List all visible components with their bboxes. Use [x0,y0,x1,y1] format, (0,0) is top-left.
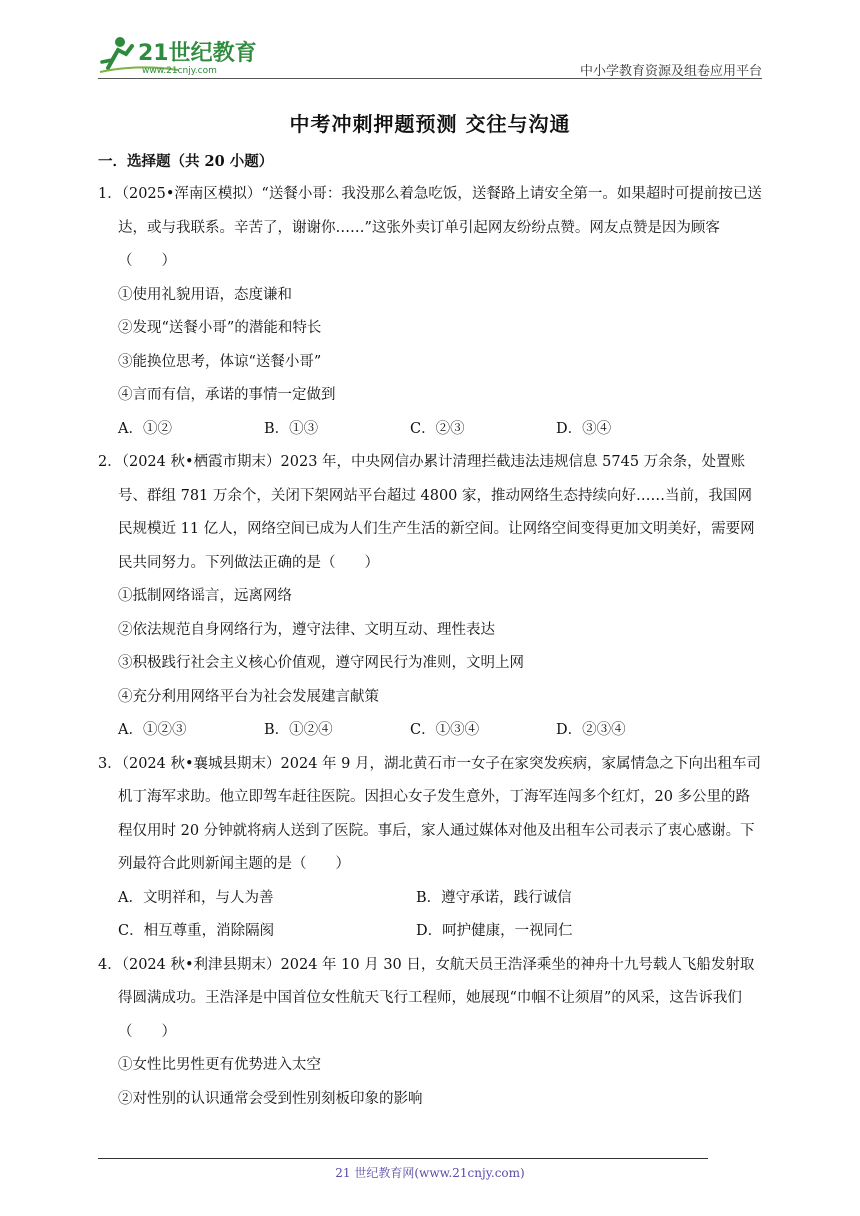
page-title: 中考冲刺押题预测 交往与沟通 [289,112,571,136]
logo-subtext: www.21cnjy.com [142,66,217,76]
choice-d: D．②③④ [556,722,626,738]
question-1 [98,178,762,446]
question-4 [98,949,762,1117]
choice-a: A．①② [118,420,172,437]
header-platform-label: 中小学教育资源及组卷应用平台 [579,64,762,79]
choice-c: C．相互尊重，消除隔阂 [118,923,275,939]
question-2 [98,446,762,748]
question-stem: 2．（2024 秋•栖霞市期末）2023 年，中央网信办累计清理拦截违法违规信息 5745 万余条，处置账号、群组 781 万余个，关闭下架网站平台超过 4800 家，推动网络生态持续向好……当前，我国网民规模近 11 亿人，网络空间已成为人们生产生活的新空间。让网络空间变得更加文明美好，需要网民共同努力。下列做法正确的是（ ） [98,454,755,571]
answer-choices [98,413,762,447]
section-heading: 一．选择题（共 20 小题） [98,153,274,170]
answer-choices [98,714,762,748]
statement-option: ②发现“送餐小哥”的潜能和特长 [118,320,322,336]
question-3 [98,748,762,949]
answer-choices-row-2 [98,915,762,949]
statement-option: ④言而有信，承诺的事情一定做到 [118,387,336,403]
statement-option: ①使用礼貌用语，态度谦和 [118,286,292,303]
header-divider [98,78,762,79]
statement-option: ①女性比男性更有优势进入太空 [118,1057,321,1073]
footer-link[interactable]: 21 世纪教育网(www.21cnjy.com) [335,1166,525,1180]
question-stem: 1．（2025•浑南区模拟）“送餐小哥：我没那么着急吃饭，送餐路上请安全第一。如果超时可提前按已送达，或与我联系。辛苦了，谢谢你……”这张外卖订单引起网友纷纷点赞。网友点赞是因为顾客（ ） [98,186,762,269]
choice-b: B．遵守承诺，践行诚信 [416,889,572,906]
question-list [98,178,762,1116]
logo-text: 21世纪教育 [138,41,257,66]
statement-option: ③积极践行社会主义核心价值观，遵守网民行为准则，文明上网 [118,655,524,671]
logo-icon [98,34,268,76]
choice-b: B．①②④ [264,722,333,738]
choice-b: B．①③ [264,420,319,437]
question-stem: 4．（2024 秋•利津县期末）2024 年 10 月 30 日，女航天员王浩泽乘坐的神舟十九号载人飞船发射取得圆满成功。王浩泽是中国首位女性航天飞行工程师，她展现“巾帼不让须眉”的风采，这告诉我们（ ） [98,956,755,1040]
choice-a: A．文明祥和，与人为善 [118,889,274,906]
statement-option: ③能换位思考，体谅“送餐小哥” [118,353,322,370]
choice-a: A．①②③ [118,722,187,738]
choice-d: D．呵护健康，一视同仁 [416,923,573,939]
statement-option: ②对性别的认识通常会受到性别刻板印象的影响 [118,1090,423,1107]
question-stem: 3．（2024 秋•襄城县期末）2024 年 9 月，湖北黄石市一女子在家突发疾病，家属情急之下向出租车司机丁海军求助。他立即驾车赶往医院。因担心女子发生意外，丁海军连闯多个红灯，20 多公里的路程仅用时 20 分钟就将病人送到了医院。事后，家人通过媒体对他及出租车公司表示了衷心感谢。下列最符合此则新闻主题的是（ ） [98,755,761,872]
choice-d: D．③④ [556,420,612,437]
page-header [98,30,762,80]
statement-option: ①抵制网络谣言，远离网络 [118,588,292,604]
statement-option: ④充分利用网络平台为社会发展建言献策 [118,688,379,705]
choice-c: C．②③ [410,420,465,437]
statement-option: ②依法规范自身网络行为，遵守法律、文明互动、理性表达 [118,621,495,638]
answer-choices-row-1 [98,882,762,916]
choice-c: C．①③④ [410,722,480,738]
footer-divider [98,1158,708,1159]
